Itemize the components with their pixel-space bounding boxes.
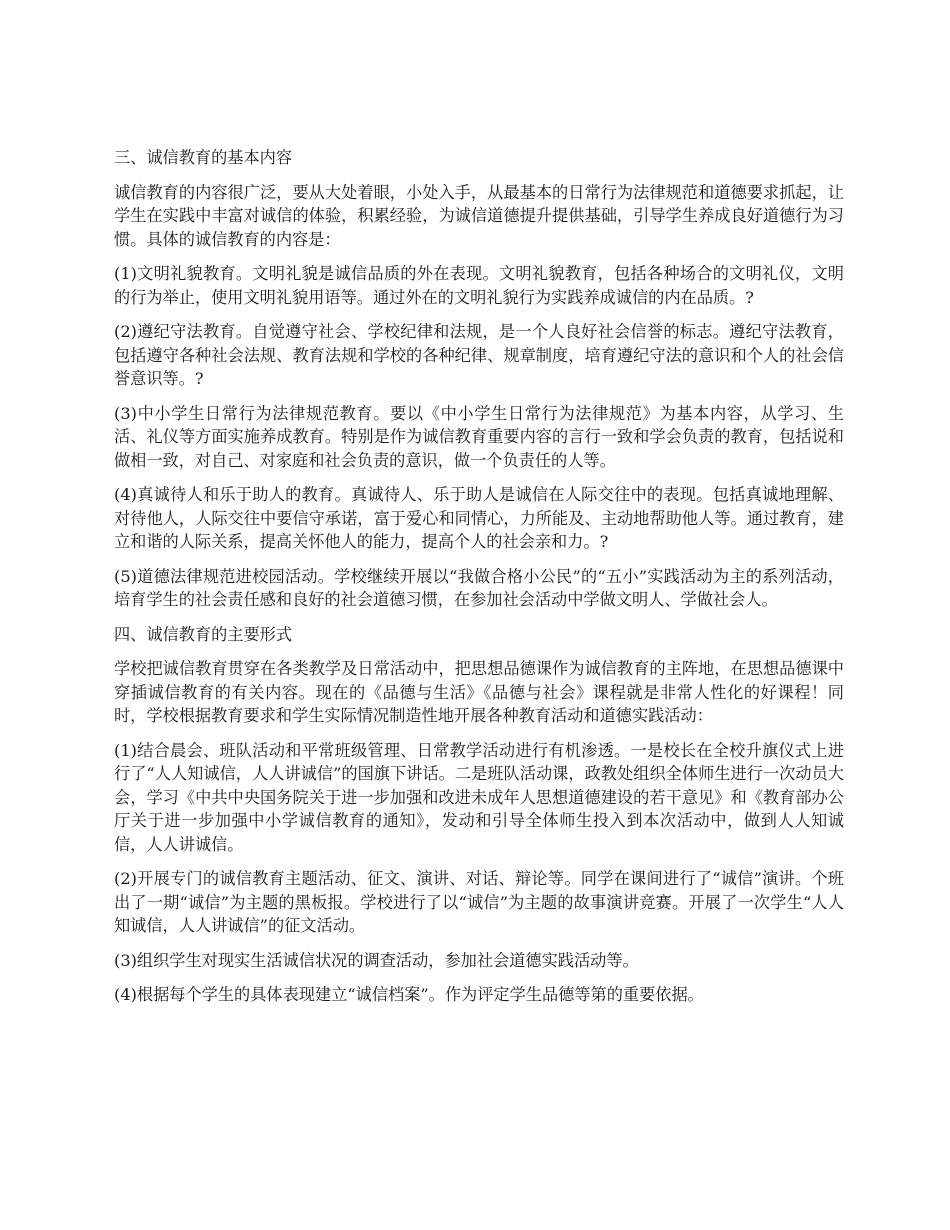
section-heading-basic-content: 三、诚信教育的基本内容 <box>114 148 293 167</box>
paragraph-form-2: (2)开展专门的诚信教育主题活动、征文、演讲、对话、辩论等。同学在课间进行了“诚信”演讲。个班出了一期“诚信”为主题的黑板报。学校进行了以“诚信”为主题的故事演讲竞赛。开展了一次学生“人人知诚信，人人讲诚信”的征文活动。 <box>114 869 844 935</box>
paragraph-form-3: (3)组织学生对现实生活诚信状况的调查活动，参加社会道德实践活动等。 <box>114 950 639 970</box>
section-heading-main-forms: 四、诚信教育的主要形式 <box>114 624 293 644</box>
paragraph-item-2: (2)遵纪守法教育。自觉遵守社会、学校纪律和法规，是一个人良好社会信誉的标志。遵纪守法教育，包括遵守各种社会法规、教育法规和学校的各种纪律、规章制度，培育遵纪守法的意识和个人的社会信誉意识等。? <box>114 322 844 388</box>
document-body <box>114 146 844 1018</box>
paragraph-item-1: (1)文明礼貌教育。文明礼貌是诚信品质的外在表现。文明礼貌教育，包括各种场合的文明礼仪，文明的行为举止，使用文明礼貌用语等。通过外在的文明礼貌行为实践养成诚信的内在品质。? <box>114 264 844 307</box>
paragraph-form-1: (1)结合晨会、班队活动和平常班级管理、日常教学活动进行有机渗透。一是校长在全校升旗仪式上进行了“人人知诚信，人人讲诚信”的国旗下讲话。二是班队活动课，政教处组织全体师生进行一次动员大会，学习《中共中央国务院关于进一步加强和改进未成年人思想道德建设的若干意见》和《教育部办公厅关于进一步加强中小学诚信教育的通知》，发动和引导全体师生投入到本次活动中，做到人人知诚信，人人讲诚信。 <box>114 740 844 854</box>
paragraph-item-3: (3)中小学生日常行为法律规范教育。要以《中小学生日常行为法律规范》为基本内容，从学习、生活、礼仪等方面实施养成教育。特别是作为诚信教育重要内容的言行一致和学会负责的教育，包括说和做相一致，对自己、对家庭和社会负责的意识，做一个负责任的人等。 <box>114 403 844 470</box>
paragraph-intro: 诚信教育的内容很广泛，要从大处着眼，小处入手，从最基本的日常行为法律规范和道德要求抓起，让学生在实践中丰富对诚信的体验，积累经验，为诚信道德提升提供基础，引导学生养成良好道德行为习惯。具体的诚信教育的内容是： <box>114 182 844 249</box>
paragraph-item-5: (5)道德法律规范进校园活动。学校继续开展以“我做合格小公民”的“五小”实践活动为主的系列活动，培育学生的社会责任感和良好的社会道德习惯，在参加社会活动中学做文明人、学做社会人。 <box>114 566 844 609</box>
paragraph-forms-intro: 学校把诚信教育贯穿在各类教学及日常活动中，把思想品德课作为诚信教育的主阵地，在思想品德课中穿插诚信教育的有关内容。现在的《品德与生活》《品德与社会》课程就是非常人性化的好课程！同时，学校根据教育要求和学生实际情况制造性地开展各种教育活动和道德实践活动： <box>114 659 844 725</box>
paragraph-item-4: (4)真诚待人和乐于助人的教育。真诚待人、乐于助人是诚信在人际交往中的表现。包括真诚地理解、对待他人，人际交往中要信守承诺，富于爱心和同情心，力所能及、主动地帮助他人等。通过教育，建立和谐的人际关系，提高关怀他人的能力，提高个人的社会亲和力。? <box>114 485 844 551</box>
paragraph-form-4: (4)根据每个学生的具体表现建立“诚信档案”。作为评定学生品德等第的重要依据。 <box>114 985 704 1004</box>
